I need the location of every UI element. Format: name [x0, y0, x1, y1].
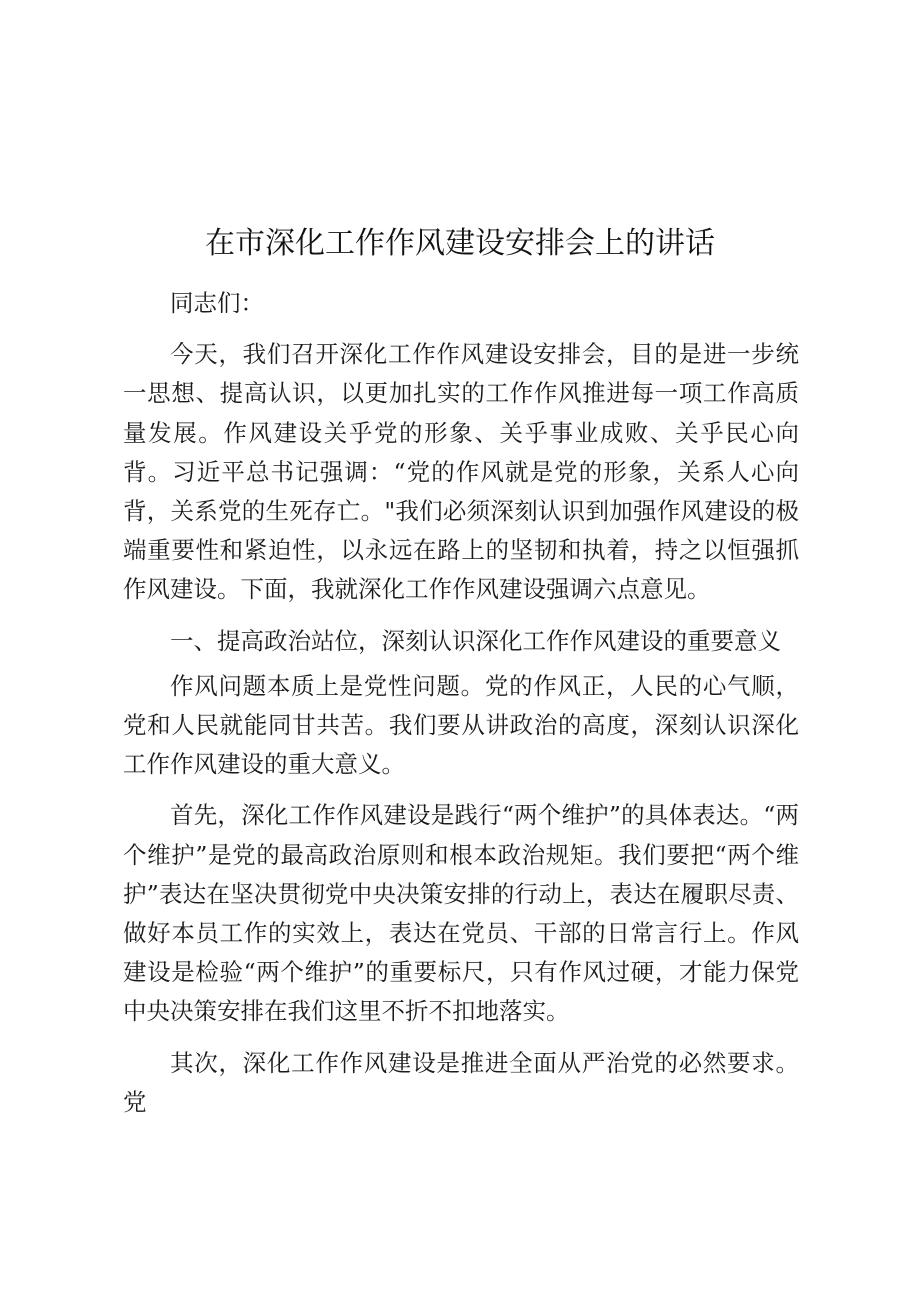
document-title: 在市深化工作作风建设安排会上的讲话 [205, 226, 715, 261]
document-body [123, 284, 799, 1122]
paragraph-first-point: 首先，深化工作作风建设是践行“两个维护”的具体表达。“两个维护”是党的最高政治原则和根本政治规矩。我们要把“两个维护”表达在坚决贯彻党中央决策安排的行动上，表达在履职尽责、做好本员工作的实效上，表达在党员、干部的日常言行上。作风建设是检验“两个维护”的重要标尺，只有作风过硬，才能力保党中央决策安排在我们这里不折不扣地落实。 [123, 801, 799, 1026]
paragraph-opening: 今天，我们召开深化工作作风建设安排会，目的是进一步统一思想、提高认识，以更加扎实的工作作风推进每一项工作高质量发展。作风建设关乎党的形象、关乎事业成败、关乎民心向背。习近平总书记强调：“党的作风就是党的形象，关系人心向背，关系党的生死存亡。"我们必须深刻认识到加强作风建设的极端重要性和紧迫性，以永远在路上的坚韧和执着，持之以恒强抓作风建设。下面，我就深化工作作风建设强调六点意见。 [123, 340, 799, 604]
greeting: 同志们： [170, 289, 264, 317]
section-heading-1: 一、提高政治站位，深刻认识深化工作作风建设的重要意义 [170, 626, 781, 655]
paragraph-second-point: 其次，深化工作作风建设是推进全面从严治党的必然要求。党 [123, 1048, 799, 1116]
paragraph-section-1-intro: 作风问题本质上是党性问题。党的作风正，人民的心气顺，党和人民就能同甘共苦。我们要从讲政治的高度，深刻认识深化工作作风建设的重大意义。 [123, 671, 799, 779]
